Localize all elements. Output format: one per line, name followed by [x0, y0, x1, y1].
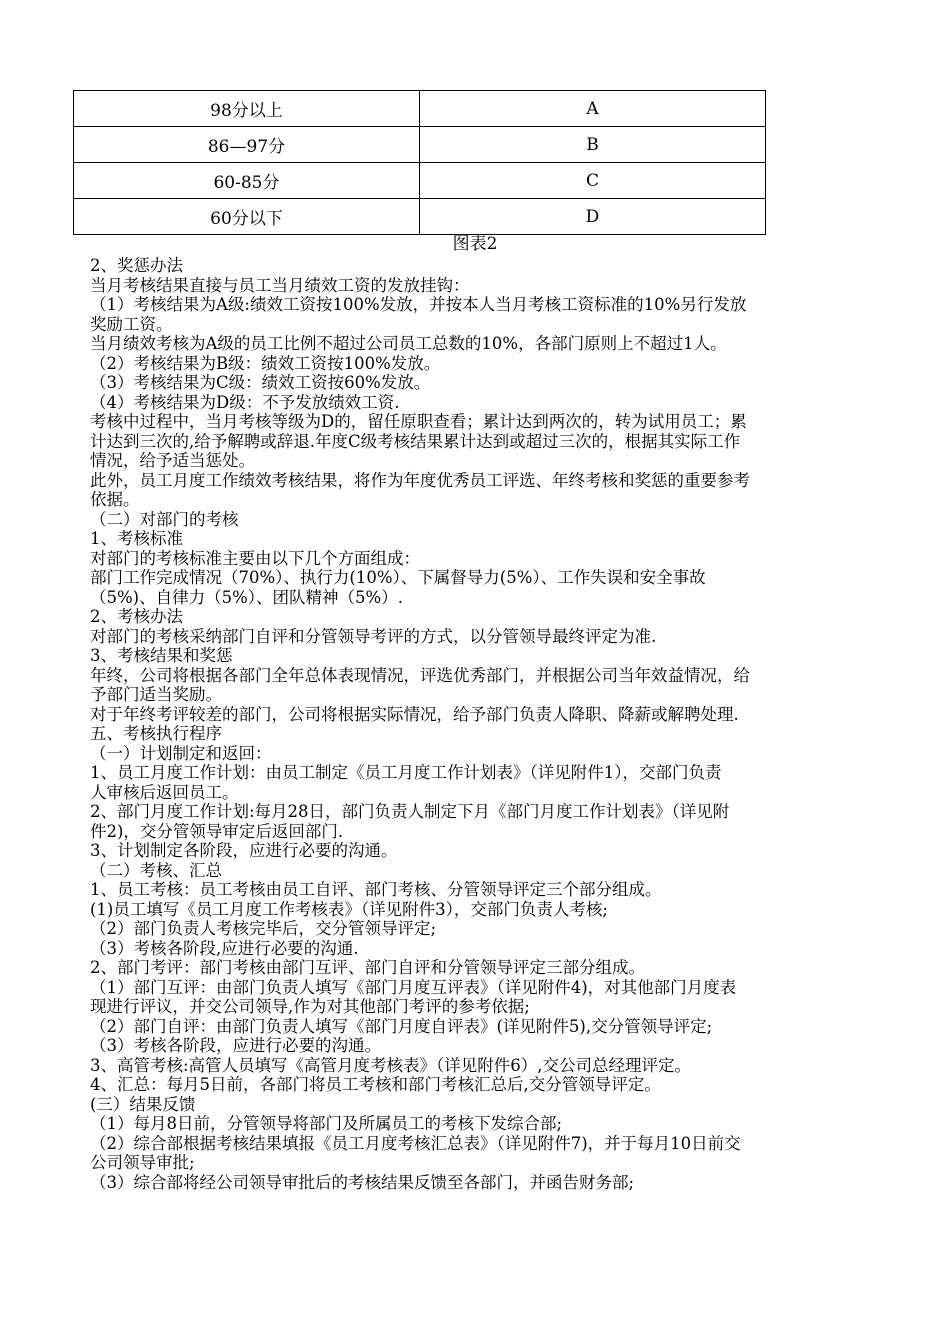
text-line: （二）对部门的考核: [90, 509, 239, 529]
text-line: （3）考核各阶段，应进行必要的沟通。: [90, 1036, 381, 1055]
grade-cell: B: [420, 127, 766, 163]
score-cell: 60-85分: [74, 163, 420, 199]
text-line: （3）综合部将经公司领导审批后的考核结果反馈至各部门，并函告财务部;: [90, 1172, 635, 1192]
text-line: 3、高管考核:高管人员填写《高管月度考核表》（详见附件6）,交公司总经理评定。: [90, 1055, 692, 1075]
text-line: 考核中过程中，当月考核等级为D的，留任原职查看；累计达到两次的，转为试用员工；累: [90, 412, 747, 431]
text-line: 对部门的考核标准主要由以下几个方面组成：: [90, 548, 420, 568]
text-line: （一）计划制定和返回：: [90, 743, 272, 763]
text-line: （二）考核、汇总: [90, 860, 222, 880]
table-row: [74, 163, 766, 199]
text-line: 依据。: [90, 490, 140, 509]
text-line: 对于年终考评较差的部门，公司将根据实际情况，给予部门负责人降职、降薪或解聘处理.: [90, 704, 739, 724]
grade-cell: C: [420, 163, 766, 199]
text-line: 计达到三次的,给予解聘或辞退.年度C级考核结果累计达到或超过三次的，根据其实际工作: [90, 431, 741, 451]
text-line: 2、部门考评：部门考核由部门互评、部门自评和分管领导评定三部分组成。: [90, 958, 645, 977]
text-line: （3）考核结果为C级：绩效工资按60%发放。: [90, 373, 431, 392]
text-line: （2）考核结果为B级：绩效工资按100%发放。: [90, 353, 441, 373]
text-line: 当月绩效考核为A级的员工比例不超过公司员工总数的10%，各部门原则上不超过1人。: [90, 334, 727, 353]
text-line: 予部门适当奖励。: [90, 685, 222, 704]
text-line: 1、员工月度工作计划：由员工制定《员工月度工作计划表》（详见附件1），交部门负责: [90, 763, 722, 782]
text-line: 情况，给予适当惩处。: [90, 451, 255, 470]
text-line: （2）部门负责人考核完毕后，交分管领导评定;: [90, 919, 437, 938]
table-row: [74, 91, 766, 127]
document-body: [90, 256, 880, 1192]
text-line: （5%)、自律力（5%）、团队精神（5%）.: [90, 587, 403, 607]
score-cell: 60分以下: [74, 199, 420, 235]
text-line: 年终，公司将根据各部门全年总体表现情况，评选优秀部门，并根据公司当年效益情况，给: [90, 665, 750, 685]
table-caption: 图表2: [452, 234, 498, 254]
score-cell: 86—97分: [74, 127, 420, 163]
text-line: （1）部门互评：由部门负责人填写《部门月度互评表》（详见附件4)，对其他部门月度表: [90, 977, 737, 997]
table-row: [74, 127, 766, 163]
text-line: 奖励工资。: [90, 314, 173, 334]
text-line: 2、奖惩办法: [90, 256, 183, 275]
text-line: 1、考核标准: [90, 529, 183, 548]
table-row: [74, 199, 766, 235]
text-line: （1）每月8日前，分管领导将部门及所属员工的考核下发综合部;: [90, 1114, 563, 1133]
text-line: 2、考核办法: [90, 607, 183, 626]
text-line: 现进行评议，并交公司领导,作为对其他部门考评的参考依据;: [90, 997, 530, 1016]
text-line: 人审核后返回员工。: [90, 782, 239, 802]
text-line: （2）综合部根据考核结果填报《员工月度考核汇总表》（详见附件7)，并于每月10日前交: [90, 1133, 741, 1153]
text-line: 2、部门月度工作计划:每月28日，部门负责人制定下月《部门月度工作计划表》（详见附: [90, 802, 730, 821]
text-line: 此外，员工月度工作绩效考核结果，将作为年度优秀员工评选、年终考核和奖惩的重要参考: [90, 470, 750, 490]
text-line: (1)员工填写《员工月度工作考核表》（详见附件3），交部门负责人考核;: [90, 899, 608, 919]
text-line: （4）考核结果为D级：不予发放绩效工资.: [90, 392, 400, 412]
text-line: （3）考核各阶段,应进行必要的沟通.: [90, 938, 359, 958]
text-line: 3、计划制定各阶段，应进行必要的沟通。: [90, 841, 398, 860]
text-line: 1、员工考核：员工考核由员工自评、部门考核、分管领导评定三个部分组成。: [90, 880, 662, 899]
text-line: （1）考核结果为A级:绩效工资按100%发放，并按本人当月考核工资标准的10%另行发放: [90, 295, 747, 314]
grade-cell: A: [420, 91, 766, 127]
text-line: 五、考核执行程序: [90, 724, 222, 743]
text-line: 件2)，交分管领导审定后返回部门.: [90, 821, 344, 841]
text-line: 当月考核结果直接与员工当月绩效工资的发放挂钩：: [90, 275, 470, 295]
grade-table: [73, 90, 766, 235]
text-line: 4、汇总：每月5日前，各部门将员工考核和部门考核汇总后,交分管领导评定。: [90, 1075, 661, 1094]
text-line: 对部门的考核采纳部门自评和分管领导考评的方式，以分管领导最终评定为准.: [90, 626, 657, 646]
text-line: 公司领导审批;: [90, 1153, 195, 1172]
text-line: 3、考核结果和奖惩: [90, 646, 233, 665]
grade-cell: D: [420, 199, 766, 235]
score-cell: 98分以上: [74, 91, 420, 127]
text-line: (三）结果反馈: [90, 1094, 196, 1114]
text-line: （2）部门自评：由部门负责人填写《部门月度自评表》(详见附件5),交分管领导评定;: [90, 1016, 713, 1036]
text-line: 部门工作完成情况（70%）、执行力(10%）、下属督导力(5%）、工作失误和安全事故: [90, 568, 706, 587]
